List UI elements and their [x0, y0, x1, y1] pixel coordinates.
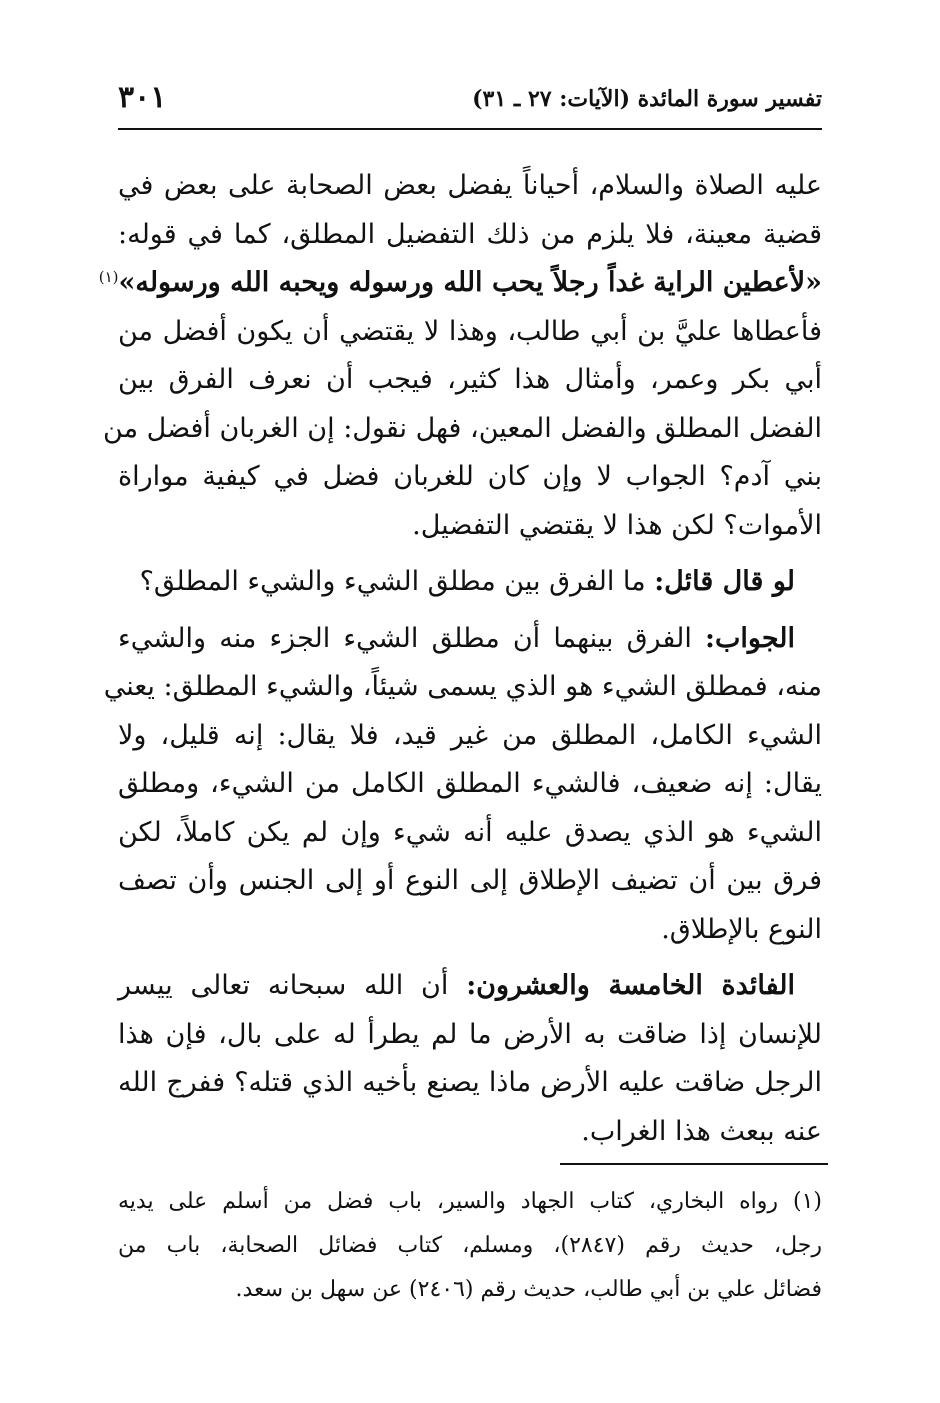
text-line: [118, 615, 822, 664]
text-line: عليه الصلاة والسلام، أحياناً يفضل بعض الصحابة على بعض في: [118, 170, 822, 201]
paragraph-hadith: [98, 259, 822, 550]
footnote-ref: (١): [98, 268, 119, 286]
line-text: أن الله سبحانه تعالى ييسر: [118, 970, 449, 1001]
lead-phrase: الجواب:: [705, 622, 795, 654]
running-header: [118, 80, 822, 120]
footnote: [118, 1180, 822, 1312]
text-line: للإنسان إذا ضاقت به الأرض ما لم يطرأ له على بال، فإن هذا: [118, 1018, 822, 1050]
paragraph-question: [118, 558, 822, 607]
footnote-line: رجل، حديث رقم (٢٨٤٧)، ومسلم، كتاب فضائل الصحابة، باب من: [118, 1233, 823, 1258]
lead-phrase: لو قال قائل:: [654, 566, 795, 597]
hadith-line: [98, 259, 822, 308]
text-line: بني آدم؟ الجواب لا وإن كان للغربان فضل في كيفية مواراة: [118, 461, 822, 492]
text-line: الشيء الكامل، المطلق من غير قيد، فلا يقال: إنه قليل، ولا: [118, 719, 822, 751]
footnote-line: فضائل علي بن أبي طالب، حديث رقم (٢٤٠٦) عن سهل بن سعد.: [235, 1277, 822, 1302]
text-line: قضية معينة، فلا يلزم من ذلك التفضيل المطلق، كما في قوله:: [118, 218, 822, 250]
text-line: الشيء هو الذي يصدق عليه أنه شيء وإن لم يكن كاملاً، لكن: [118, 816, 822, 848]
text-line: فأعطاها عليَّ بن أبي طالب، وهذا لا يقتضي أن يكون أفضل من: [118, 315, 822, 347]
lead-phrase: الفائدة الخامسة والعشرون:: [466, 970, 795, 1001]
text-line: الأموات؟ لكن هذا لا يقتضي التفضيل.: [412, 509, 822, 541]
running-title: تفسير سورة المائدة (الآيات: ٢٧ ـ ٣١): [472, 86, 822, 112]
text-line: الفضل المطلق والفضل المعين، فهل نقول: إن الغربان أفضل من: [103, 412, 822, 444]
text-line: النوع بالإطلاق.: [661, 913, 822, 945]
page-number: ٣٠١: [118, 80, 167, 115]
header-rule: [118, 128, 822, 130]
text-line: عنه ببعث هذا الغراب.: [581, 1115, 822, 1147]
text-line: الرجل ضاقت عليه الأرض ماذا يصنع بأخيه الذي قتله؟ ففرج الله: [118, 1067, 822, 1098]
hadith-quote: «لأعطين الراية غداً رجلاً يحب الله ورسوله ويحبه الله ورسوله»: [118, 267, 822, 298]
paragraph-answer: [103, 615, 822, 955]
page-body: [98, 162, 822, 1156]
text-line: فرق بين أن تضيف الإطلاق إلى النوع أو إلى الجنس وأن تصف: [118, 865, 822, 896]
text-line: يقال: إنه ضعيف، فالشيء المطلق الكامل من الشيء، ومطلق: [118, 768, 822, 799]
text-line: أبي بكر وعمر، وأمثال هذا كثير، فيجب أن نعرف الفرق بين: [118, 364, 822, 395]
text-line: [118, 962, 822, 1011]
paragraph-intro: [118, 162, 822, 259]
text-line: [118, 558, 822, 607]
line-text: الفرق بينهما أن مطلق الشيء الجزء منه والشيء: [118, 622, 692, 654]
footnote-line: (١) رواه البخاري، كتاب الجهاد والسير، باب فضل من أسلم على يديه: [118, 1189, 822, 1214]
paragraph-benefit-25: [118, 962, 822, 1156]
footnote-rule: [560, 1163, 828, 1165]
line-text: ما الفرق بين مطلق الشيء والشيء المطلق؟: [139, 566, 646, 597]
text-line: منه، فمطلق الشيء هو الذي يسمى شيئاً، والشيء المطلق: يعني: [103, 671, 822, 702]
